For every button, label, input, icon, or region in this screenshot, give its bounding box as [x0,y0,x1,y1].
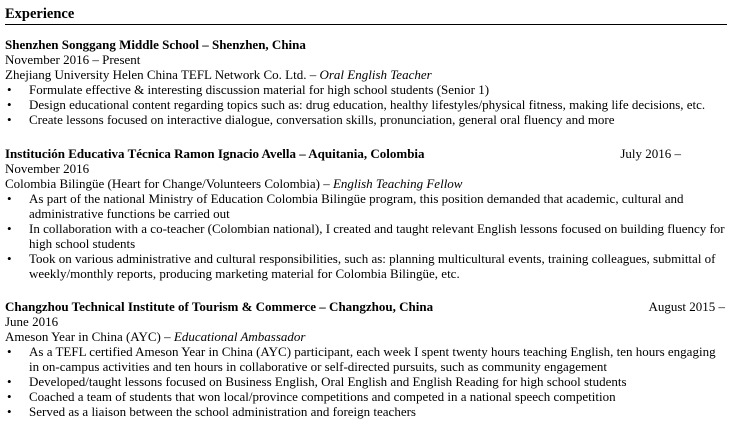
bullet-item: • Coached a team of students that won local/province competitions and competed in a national speech competition [5,389,725,404]
employer-line [5,176,725,191]
date-end: June 2016 [5,314,59,329]
bullet-item: • Developed/taught lessons focused on Business English, Oral English and English Reading for high school students [5,374,725,389]
date-end: November 2016 [5,161,90,176]
experience-entry-3 [5,299,725,419]
bullet-list [5,344,725,419]
entry-title-row [5,299,725,314]
bullet-item: • In collaboration with a co-teacher (Colombian national), I created and taught relevant English lessons focused on building fluency for high school students [5,221,725,251]
date-start: August 2015 – [648,299,725,314]
bullet-list [5,191,725,281]
organization-name: Shenzhen Songgang Middle School – Shenzhen, China [5,37,306,52]
bullet-item: • Design educational content regarding topics such as: drug education, healthy lifestyles/physical fitness, making life decisions, etc. [5,97,725,112]
bullet-item: • Formulate effective & interesting discussion material for high school students (Senior 1) [5,82,725,97]
employer-line [5,329,725,344]
bullet-list [5,82,725,127]
employer-name: Zhejiang University Helen China TEFL Network Co. Ltd. – [5,67,320,82]
entry-title-row [5,37,725,52]
organization-name: Institución Educativa Técnica Ramon Ignacio Avella – Aquitania, Colombia [5,146,425,161]
employer-name: Ameson Year in China (AYC) – [5,329,174,344]
organization-name: Changzhou Technical Institute of Tourism & Commerce – Changzhou, China [5,299,434,314]
experience-entry-1 [5,37,725,127]
employer-line [5,67,725,82]
employer-name: Colombia Bilingüe (Heart for Change/Volunteers Colombia) – [5,176,333,191]
entry-title-row [5,146,725,161]
bullet-item: • Served as a liaison between the school administration and foreign teachers [5,404,725,419]
bullet-item: • As a TEFL certified Ameson Year in China (AYC) participant, each week I spent twenty hours teaching English, ten hours engaging in on-campus activities and ten hours in collaborative or self-directed pursuits, such as community engagement [5,344,725,374]
experience-entry-2 [5,146,725,281]
date-range: November 2016 – Present [5,52,141,67]
job-role: Oral English Teacher [319,67,432,82]
section-heading: Experience [5,4,727,25]
bullet-item: • Create lessons focused on interactive dialogue, conversation skills, pronunciation, general oral fluency and more [5,112,725,127]
date-start: July 2016 – [620,146,681,161]
job-role: Educational Ambassador [173,329,306,344]
bullet-item: • Took on various administrative and cultural responsibilities, such as: planning multicultural events, training colleagues, submittal of weekly/monthly reports, producing marketing material for Colombia Bilingüe, etc. [5,251,725,281]
bullet-item: • As part of the national Ministry of Education Colombia Bilingüe program, this position demanded that academic, cultural and administrative functions be carried out [5,191,725,221]
job-role: English Teaching Fellow [332,176,463,191]
